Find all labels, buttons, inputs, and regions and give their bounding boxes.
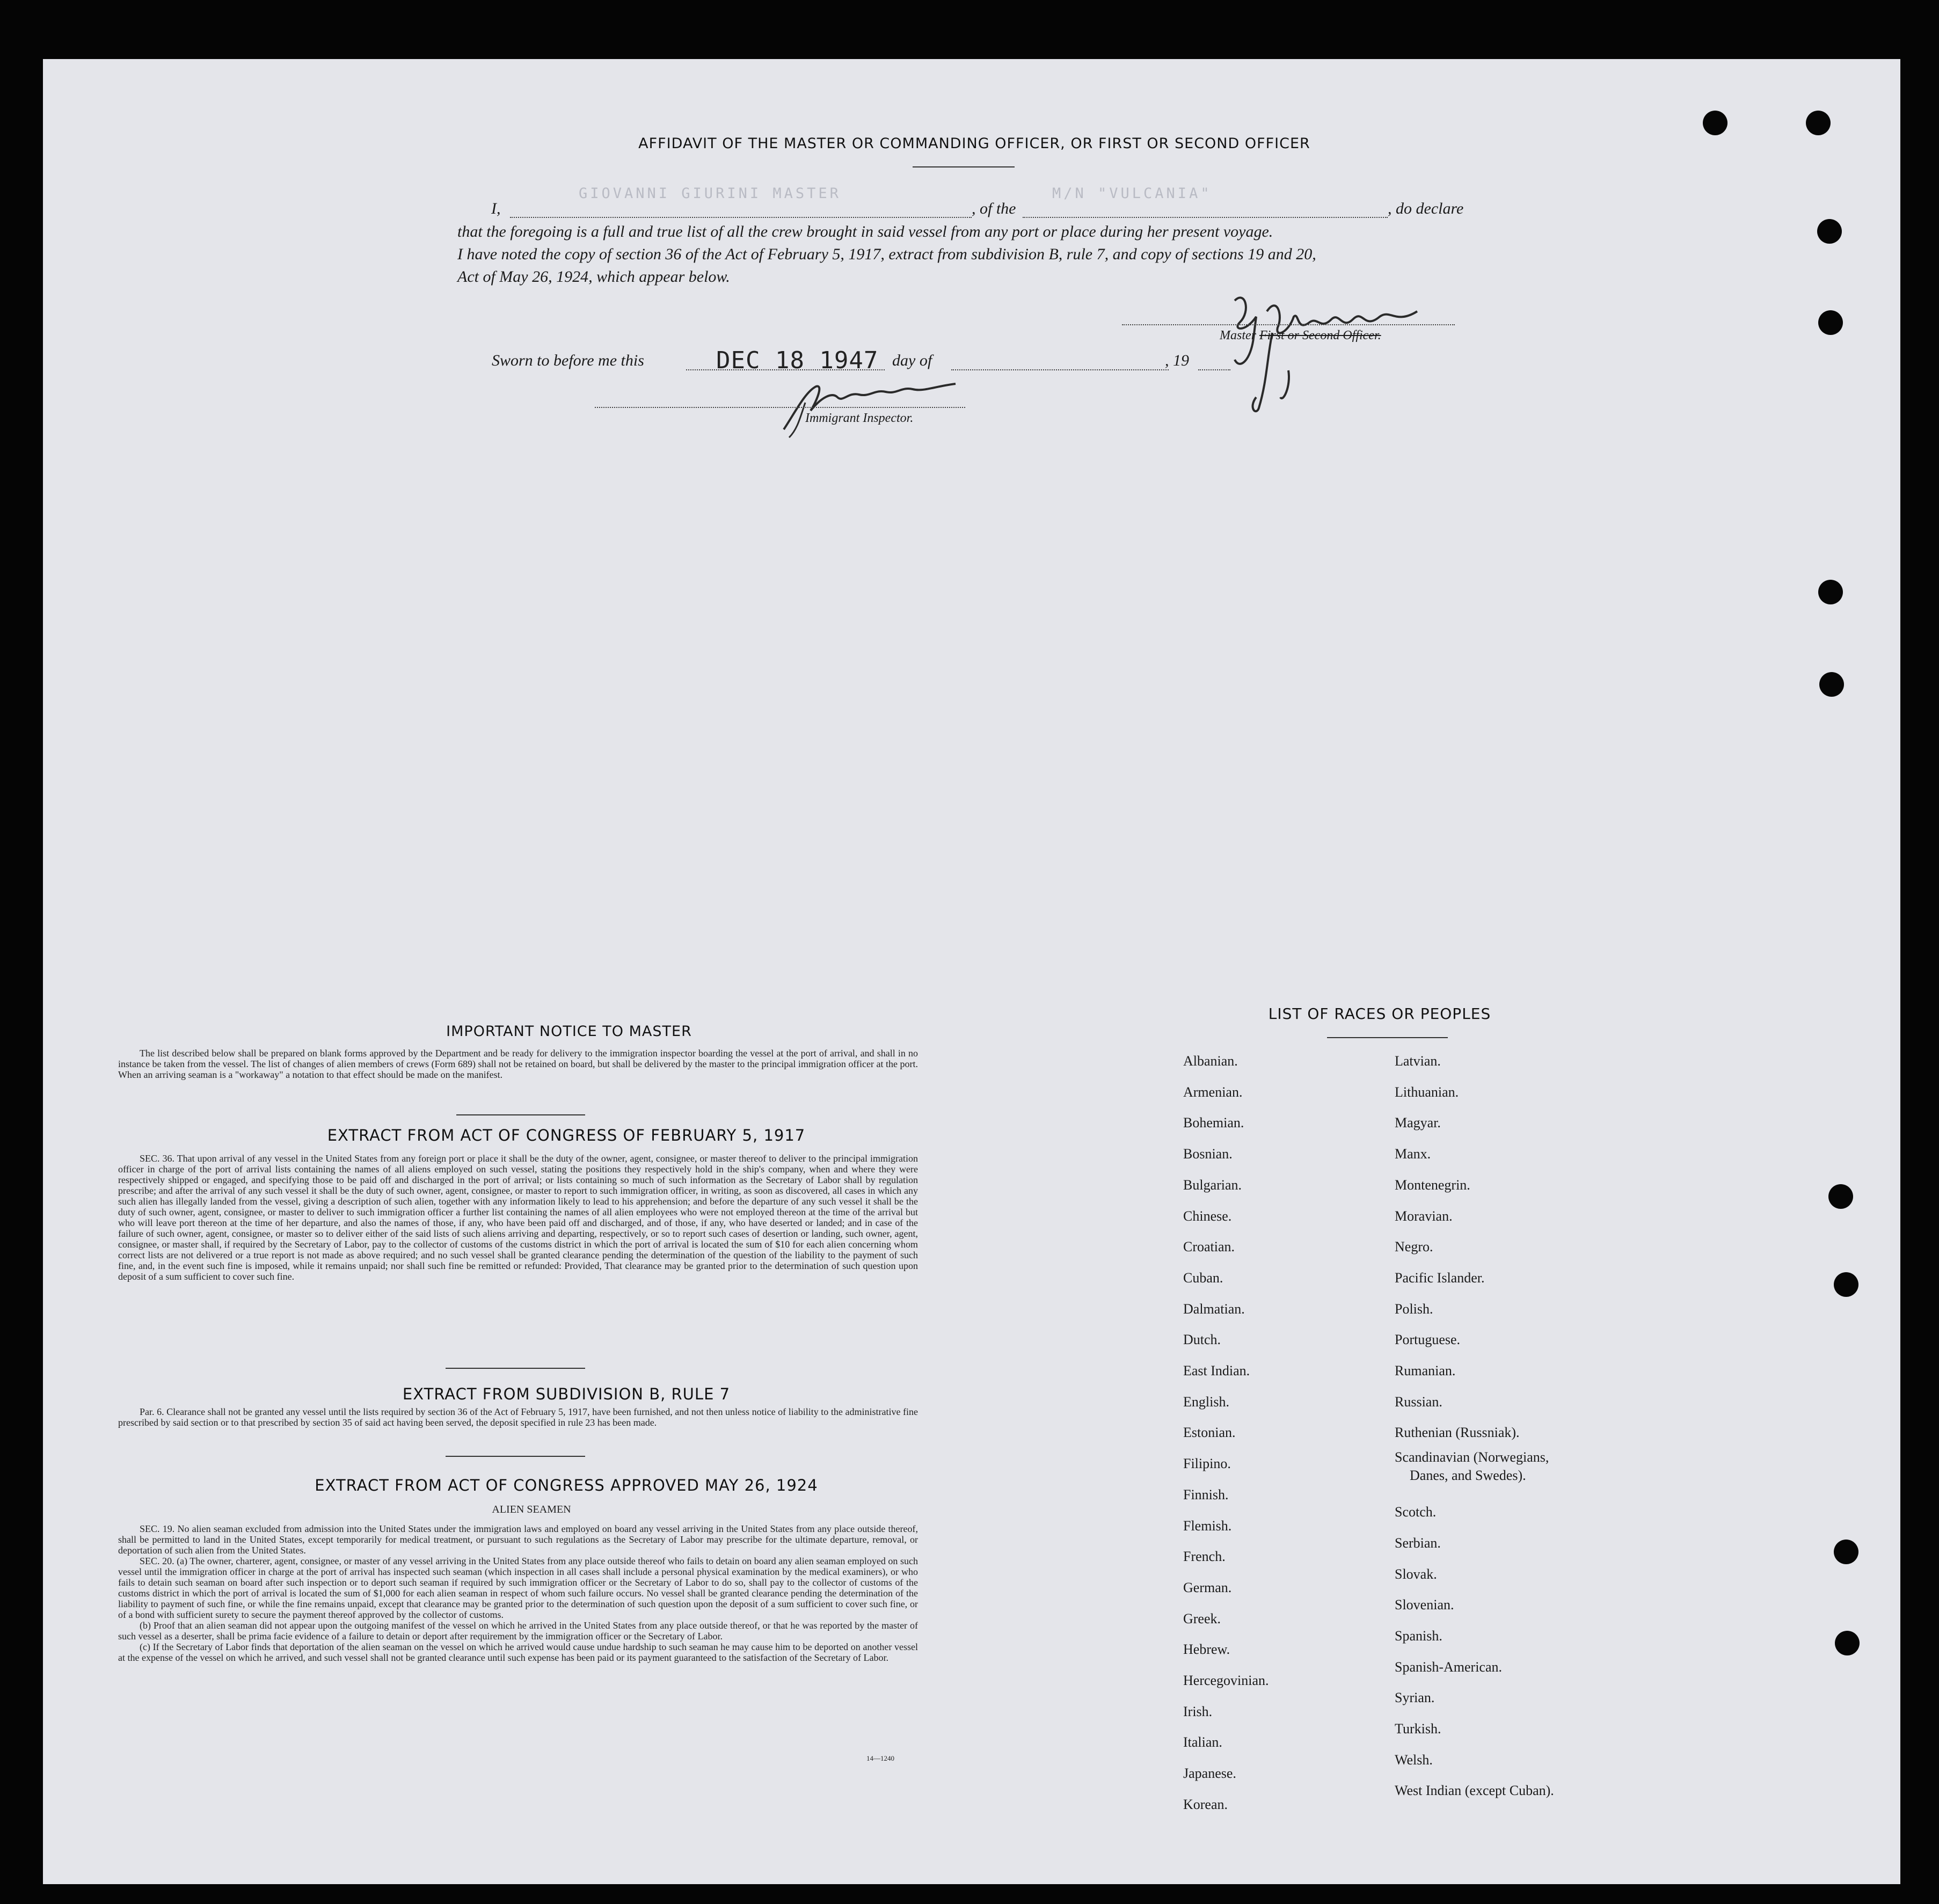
race-item: Russian.	[1395, 1394, 1442, 1410]
sec-36-text: SEC. 36. That upon arrival of any vessel in the United States from any foreign port or place it shall be the duty of the owner, agent, consignee, or master thereof to deliver to the principal immigration officer in charge of the port of arrival lists containing the names of all aliens employed on such vessel, stating the positions they respectively hold in the ship's company, when and where they were respectively shipped or engaged, and specifying those to be paid off and discharged in the port of arrival; or lists containing so much of such information as the Secretary of Labor shall by regulation prescribe; and after the arrival of any such vessel it shall be the duty of such owner, agent, consignee, or master to report to such immigration officer, in writing, as soon as discovered, all cases in which any such alien has illegally landed from the vessel, giving a description of such alien, together with any information likely to lead to his apprehension; and before the departure of any such vessel it shall be the duty of such owner, agent, consignee, or master to deliver to such immigration officer a further list containing the names of all alien employees who were not employed thereon at the time of the arrival but who will leave port thereon at the time of her departure, and also the names of those, if any, who have been paid off and discharged, and of those, if any, who have deserted or landed; and in case of the failure of such owner, agent, consignee, or master so to deliver either of the said lists of such aliens arriving and departing, respectively, or so to report such cases of desertion or landing, such owner, agent, consignee, or master shall, if required by the Secretary of Labor, pay to the collector of customs of the customs district in which the port of arrival is located the sum of $10 for each alien concerning whom correct lists are not delivered or a true report is not made as above required; and no such vessel shall be granted clearance pending the determination of the question of the liability to the payment of such fine, and, in the event such fine is imposed, while it remains unpaid; nor shall such fine be remitted or refunded: Provided, That clearance may be granted prior to the determination of such question upon deposit of a sum sufficient to cover such fine.	[118, 1153, 918, 1282]
sec-19-text: SEC. 19. No alien seaman excluded from admission into the United States under the immigration laws and employed on board any vessel arriving in the United States from any place outside thereof, shall be permitted to land in the United States, except temporarily for medical treatment, or pursuant to such regulations as the Secretary of Labor may prescribe for the ultimate departure, removal, or deportation of such alien from the United States.	[118, 1523, 918, 1556]
race-item: West Indian (except Cuban).	[1395, 1783, 1554, 1799]
race-item: Albanian.	[1183, 1053, 1238, 1069]
punch-hole	[1834, 1540, 1858, 1564]
punch-hole	[1834, 1272, 1858, 1297]
year-field-line	[1198, 369, 1230, 370]
race-item: Danes, and Swedes).	[1410, 1468, 1526, 1484]
notice-body	[118, 1048, 918, 1080]
punch-hole	[1828, 1184, 1853, 1209]
sec-20c-text: (c) If the Secretary of Labor finds that deportation of the alien seaman on the vessel on which he arrived would cause undue hardship to such seaman he may cause him to be deported on another vessel at the expense of the vessel on which he arrived, and such vessel shall not be granted clearance until such expense has been paid or its payment guaranteed to the satisfaction of the Secretary of Labor.	[118, 1642, 918, 1663]
master-signature	[1202, 279, 1482, 419]
race-item: Scandinavian (Norwegians,	[1395, 1449, 1549, 1465]
races-left-column	[1183, 1046, 1269, 1820]
races-title: LIST OF RACES OR PEOPLES	[1268, 1005, 1491, 1023]
race-item: Welsh.	[1395, 1752, 1433, 1768]
notice-title: IMPORTANT NOTICE TO MASTER	[446, 1023, 692, 1040]
section-rule	[446, 1368, 585, 1369]
affidavit-title: AFFIDAVIT OF THE MASTER OR COMMANDING OFFICER, OR FIRST OR SECOND OFFICER	[638, 135, 1310, 152]
punch-hole	[1818, 580, 1843, 604]
race-item: Scotch.	[1395, 1504, 1437, 1520]
inspector-signature	[773, 370, 966, 440]
typed-vessel-name: M/N "VULCANIA"	[1052, 185, 1212, 202]
typed-master-name: GIOVANNI GIURINI MASTER	[579, 185, 841, 202]
punch-hole	[1818, 310, 1843, 335]
race-item: French.	[1183, 1549, 1226, 1565]
race-item: Dalmatian.	[1183, 1301, 1245, 1317]
punch-hole	[1703, 111, 1727, 135]
race-item: Rumanian.	[1395, 1363, 1456, 1379]
notice-text: The list described below shall be prepared on blank forms approved by the Department and be ready for delivery to the immigration inspector boarding the vessel at the port of arrival, and shall in no instance be taken from the vessel. The list of changes of alien members of crews (Form 689) shall not be retained on board, but shall be delivered by the master to the principal immigration officer at the port. When an arriving seaman is a "workaway" a notation to that effect should be made on the manifest.	[118, 1048, 918, 1080]
race-item: Slovenian.	[1395, 1597, 1454, 1613]
master-signature-line	[1122, 324, 1455, 325]
race-item: Estonian.	[1183, 1425, 1236, 1441]
race-item: Japanese.	[1183, 1766, 1236, 1782]
race-item: German.	[1183, 1579, 1232, 1595]
race-item: Latvian.	[1395, 1053, 1441, 1069]
race-item: Filipino.	[1183, 1456, 1231, 1472]
race-item: Dutch.	[1183, 1332, 1221, 1348]
master-caption-officer: First or Second Officer.	[1259, 329, 1381, 342]
sec-20a-text: SEC. 20. (a) The owner, charterer, agent, consignee, or master of any vessel arriving in the United States from any place outside thereof who fails to detain on board any alien seaman employed on such vessel until the immigration officer in charge at the port of arrival has inspected such seaman (which inspection in all cases shall include a personal physical examination by the medical examiners), or who fails to detain such seaman on board after such inspection or to deport such seaman if required by such immigration officer or the Secretary of Labor to do so, shall pay to the collector of customs of the customs district in which the port of arrival is located the sum of $1,000 for each alien seaman in respect of whom such failure occurs. No vessel shall be granted clearance pending the determination of the liability to payment of such fine, or while the fine remains unpaid, except that clearance may be granted prior to the determination of such question upon the deposit of a sum sufficient to cover such fine, or of a bond with sufficient surety to secure the payment thereof approved by the collector of customs.	[118, 1556, 918, 1620]
do-declare-label: , do declare	[1388, 200, 1464, 217]
title-rule	[913, 166, 1015, 167]
race-item: Bosnian.	[1183, 1146, 1233, 1162]
race-item: Croatian.	[1183, 1239, 1235, 1255]
section-rule	[456, 1114, 585, 1115]
race-item: Greek.	[1183, 1610, 1221, 1626]
extract-1917-body	[118, 1153, 918, 1282]
master-caption-master: Master	[1220, 329, 1256, 342]
section-rule	[446, 1456, 585, 1457]
race-item: Finnish.	[1183, 1486, 1229, 1502]
punch-hole	[1817, 219, 1842, 244]
master-caption	[1220, 329, 1381, 343]
race-item: Chinese.	[1183, 1208, 1232, 1224]
race-item: Spanish-American.	[1395, 1659, 1503, 1675]
race-item: Ruthenian (Russniak).	[1395, 1425, 1520, 1441]
race-item: Hercegovinian.	[1183, 1673, 1269, 1689]
race-item: Manx.	[1395, 1146, 1431, 1162]
race-item: Montenegrin.	[1395, 1177, 1470, 1193]
extract-1917-title: EXTRACT FROM ACT OF CONGRESS OF FEBRUARY 5, 1917	[327, 1126, 806, 1144]
race-item: Syrian.	[1395, 1690, 1435, 1706]
of-the-label: , of the	[972, 200, 1016, 217]
subdiv-b-title: EXTRACT FROM SUBDIVISION B, RULE 7	[402, 1385, 731, 1403]
year-prefix: , 19	[1165, 352, 1189, 369]
race-item: Portuguese.	[1395, 1332, 1461, 1348]
name-field-line	[510, 217, 972, 218]
race-item: Serbian.	[1395, 1535, 1441, 1551]
race-item: Moravian.	[1395, 1208, 1453, 1224]
race-item: Bohemian.	[1183, 1115, 1244, 1131]
sec-20b-text: (b) Proof that an alien seaman did not appear upon the outgoing manifest of the vessel on which he arrived in the United States from any place outside thereof, or that he was reported by the master of such vessel as a deserter, shall be prima facie evidence of a failure to detain or deport after requirement by the immigration officer or the Secretary of Labor.	[118, 1620, 918, 1642]
race-item: Armenian.	[1183, 1084, 1243, 1100]
i-label: I,	[491, 200, 501, 217]
race-item: Hebrew.	[1183, 1642, 1230, 1658]
affidavit-line-4: Act of May 26, 1924, which appear below.	[457, 268, 730, 286]
race-item: English.	[1183, 1394, 1229, 1410]
race-item: Spanish.	[1395, 1628, 1442, 1644]
day-of-label: day of	[892, 352, 932, 369]
race-item: East Indian.	[1183, 1363, 1250, 1379]
race-item: Slovak.	[1395, 1566, 1437, 1582]
affidavit-line-2: that the foregoing is a full and true list of all the crew brought in said vessel from any port or place during her present voyage.	[457, 223, 1273, 240]
race-item: Irish.	[1183, 1703, 1213, 1719]
race-item: Turkish.	[1395, 1721, 1441, 1737]
alien-seamen-subtitle: ALIEN SEAMEN	[492, 1504, 571, 1515]
sworn-label: Sworn to before me this	[492, 352, 644, 369]
extract-1924-title: EXTRACT FROM ACT OF CONGRESS APPROVED MAY 26, 1924	[315, 1476, 818, 1494]
vessel-field-line	[1023, 217, 1388, 218]
race-item: Negro.	[1395, 1239, 1433, 1255]
races-title-rule	[1327, 1037, 1448, 1038]
race-item: Lithuanian.	[1395, 1084, 1459, 1100]
race-item: Korean.	[1183, 1796, 1228, 1812]
subdiv-b-body	[118, 1406, 918, 1428]
inspector-signature-line	[595, 407, 965, 408]
race-item: Bulgarian.	[1183, 1177, 1242, 1193]
par-6-text: Par. 6. Clearance shall not be granted any vessel until the lists required by section 36 of the Act of February 5, 1917, have been furnished, and not then unless notice of liability to the administrative fine prescribed by said section or to that prescribed by section 35 of said act having been served, the deposit specified in rule 23 has been made.	[118, 1406, 918, 1428]
race-item: Cuban.	[1183, 1270, 1223, 1286]
race-item: Pacific Islander.	[1395, 1270, 1485, 1286]
form-number: 14—1240	[866, 1754, 894, 1762]
race-item: Magyar.	[1395, 1115, 1441, 1131]
punch-hole	[1819, 672, 1844, 697]
affidavit-line-3: I have noted the copy of section 36 of the Act of February 5, 1917, extract from subdivision B, rule 7, and copy of sections 19 and 20,	[457, 245, 1316, 263]
race-item: Italian.	[1183, 1734, 1222, 1750]
extract-1924-body	[118, 1523, 918, 1663]
month-field-line	[951, 369, 1169, 370]
races-right-column	[1395, 1046, 1554, 1806]
race-item: Polish.	[1395, 1301, 1433, 1317]
inspector-caption: Immigrant Inspector.	[805, 411, 914, 425]
punch-hole	[1835, 1631, 1860, 1655]
date-stamp: DEC 18 1947	[716, 347, 879, 374]
punch-hole	[1806, 111, 1831, 135]
race-item: Flemish.	[1183, 1518, 1232, 1534]
